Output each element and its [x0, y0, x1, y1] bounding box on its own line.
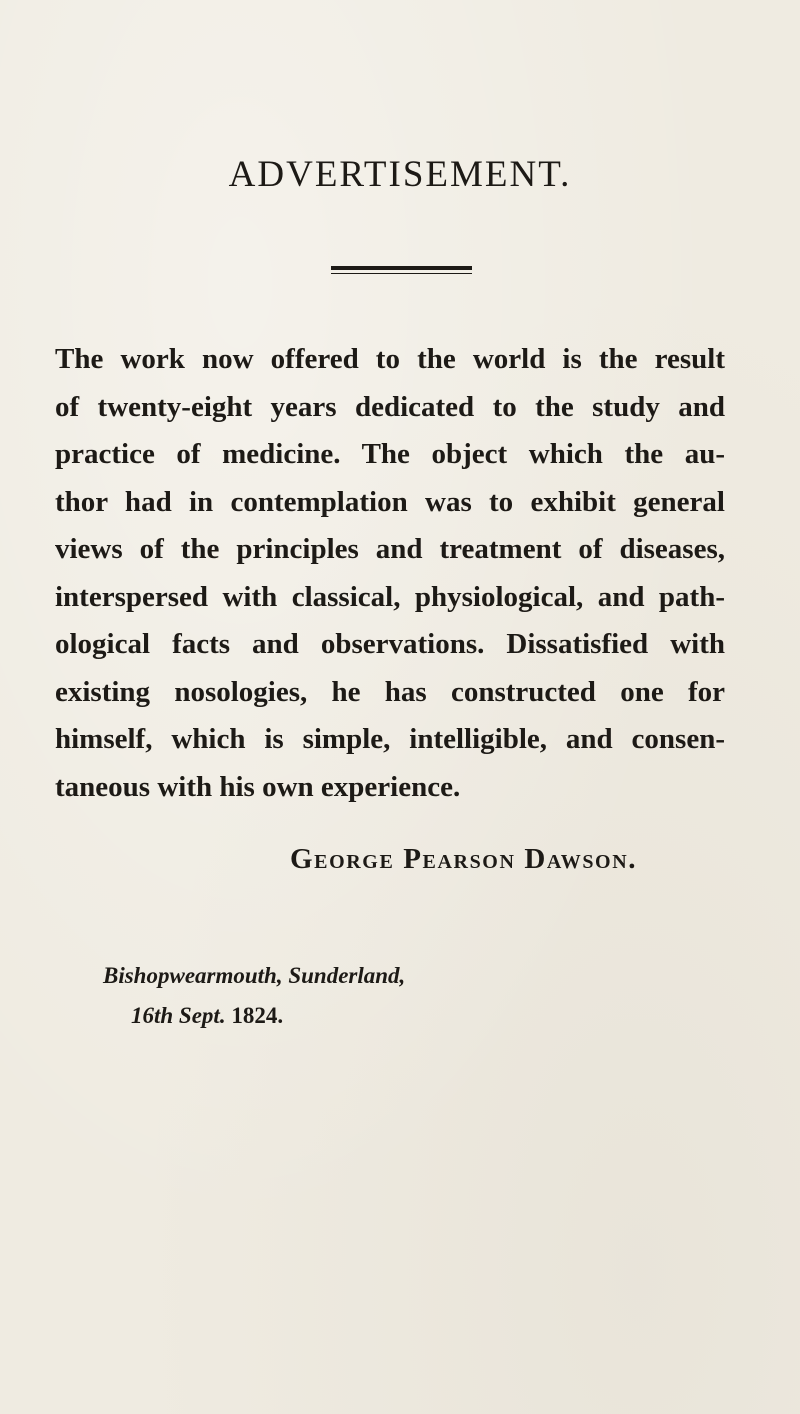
title-rule-thin	[331, 273, 472, 274]
author-signature: George Pearson Dawson.	[290, 843, 638, 875]
paragraph-line: existing nosologies, he has constructed one for	[55, 675, 725, 708]
paragraph-line: thor had in contemplation was to exhibit general	[55, 485, 725, 518]
date-line	[131, 1003, 283, 1029]
page-title: ADVERTISEMENT.	[228, 154, 572, 195]
date-year: 1824.	[231, 1003, 284, 1028]
paragraph-line: views of the principles and treatment of diseases,	[55, 533, 725, 565]
date-day: 16th Sept.	[131, 1003, 226, 1028]
paragraph-line: practice of medicine. The object which the au-	[55, 438, 725, 470]
title-rule-thick	[331, 266, 472, 270]
paragraph-line: taneous with his own experience.	[55, 770, 461, 803]
paragraph-line: of twenty-eight years dedicated to the study and	[55, 390, 725, 423]
paragraph-line: interspersed with classical, physiological, and path-	[55, 580, 725, 613]
place-line: Bishopwearmouth, Sunderland,	[103, 963, 406, 988]
paragraph-line: himself, which is simple, intelligible, and consen-	[55, 723, 725, 755]
advertisement-paragraph	[55, 336, 725, 811]
paragraph-line: The work now offered to the world is the result	[55, 343, 725, 375]
paragraph-line: ological facts and observations. Dissatisfied with	[55, 628, 725, 660]
